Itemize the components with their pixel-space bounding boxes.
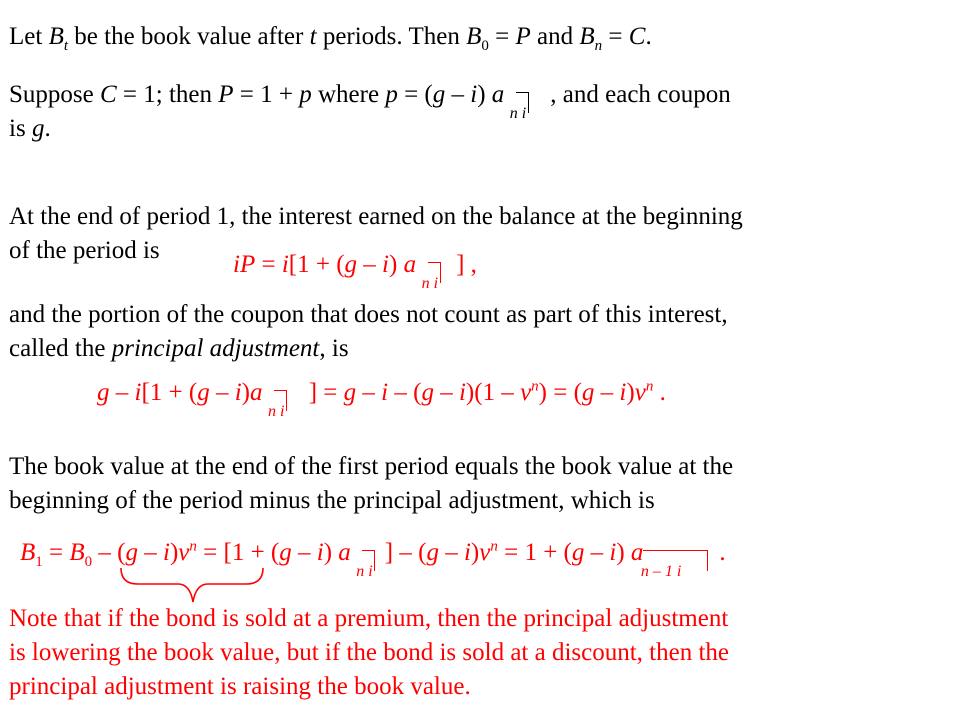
var-v: v bbox=[178, 539, 190, 566]
annuity-symbol bbox=[403, 250, 439, 292]
text: . bbox=[645, 23, 652, 50]
var-P: P bbox=[218, 81, 234, 108]
text: ) bbox=[241, 379, 250, 406]
text: [1 + ( bbox=[288, 251, 345, 278]
text: 1 + ( bbox=[524, 539, 572, 566]
annuity-symbol bbox=[491, 80, 527, 122]
var-g: g bbox=[426, 539, 439, 566]
annuity-subscript: n i bbox=[421, 275, 439, 292]
text: – bbox=[584, 539, 610, 566]
underbrace-icon bbox=[118, 566, 268, 608]
var-i: i bbox=[163, 539, 170, 566]
text: ) bbox=[470, 539, 480, 566]
var-C: C bbox=[628, 23, 646, 50]
var-a: a bbox=[338, 539, 351, 566]
text: ) bbox=[323, 539, 339, 566]
text: )(1 – bbox=[465, 379, 521, 406]
text: – bbox=[357, 251, 383, 278]
var-t: t bbox=[309, 23, 317, 50]
text: and bbox=[530, 23, 580, 50]
text: is bbox=[9, 115, 32, 142]
text: ) bbox=[616, 539, 631, 566]
text: – bbox=[438, 539, 464, 566]
var-g: g bbox=[571, 539, 585, 566]
text: = 1 + bbox=[233, 81, 300, 108]
var-i: i bbox=[382, 251, 389, 278]
sup-n: n bbox=[531, 378, 539, 395]
var-B: B bbox=[20, 539, 36, 566]
var-iP: iP bbox=[233, 251, 256, 278]
var-g: g bbox=[343, 379, 357, 406]
var-g: g bbox=[581, 379, 595, 406]
var-C: C bbox=[99, 81, 117, 108]
interest-line-1: At the end of period 1, the interest earned on the balance at the beginning bbox=[9, 203, 743, 230]
var-i: i bbox=[458, 379, 466, 406]
annuity-symbol bbox=[630, 538, 682, 580]
text: – bbox=[109, 379, 135, 406]
var-B: B bbox=[48, 23, 64, 50]
text: ) bbox=[169, 539, 179, 566]
var-a: a bbox=[630, 539, 644, 566]
portion-line-2 bbox=[9, 334, 349, 364]
text: . bbox=[653, 379, 666, 406]
text: periods. Then bbox=[316, 23, 467, 50]
var-a: a bbox=[403, 251, 417, 278]
interest-equation bbox=[233, 250, 477, 292]
text: . bbox=[44, 115, 51, 142]
text: called the bbox=[9, 335, 112, 362]
var-g: g bbox=[97, 379, 110, 406]
var-v: v bbox=[520, 379, 532, 406]
note-line-2: is lowering the book value, but if the bond is sold at a discount, then the bbox=[9, 639, 730, 666]
text: = bbox=[488, 23, 516, 50]
annuity-symbol bbox=[249, 378, 285, 420]
var-B0: B bbox=[466, 23, 482, 50]
text: Suppose bbox=[9, 81, 100, 108]
suppose-line bbox=[9, 80, 731, 122]
text: = bbox=[497, 539, 525, 566]
text: – bbox=[433, 379, 459, 406]
text: . bbox=[719, 539, 726, 566]
sub-1: 1 bbox=[35, 554, 43, 570]
var-p: p bbox=[385, 81, 398, 108]
suppose-line-2 bbox=[9, 114, 51, 144]
text: , and each coupon bbox=[550, 81, 731, 108]
var-i: i bbox=[134, 379, 142, 406]
sup-n: n bbox=[189, 538, 197, 555]
var-i: i bbox=[470, 81, 478, 108]
var-p: p bbox=[299, 81, 312, 108]
text: ) = ( bbox=[538, 379, 582, 406]
portion-line-1: and the portion of the coupon that does not count as part of this interest, bbox=[9, 301, 728, 328]
note-line-1: Note that if the bond is sold at a premium, then the principal adjustment bbox=[9, 605, 729, 632]
var-g: g bbox=[31, 115, 45, 142]
text: – ( bbox=[92, 539, 126, 566]
annuity-symbol bbox=[338, 538, 373, 580]
annuity-subscript: n i bbox=[356, 563, 373, 580]
text: where bbox=[311, 81, 386, 108]
var-i: i bbox=[619, 379, 627, 406]
var-v: v bbox=[479, 539, 491, 566]
principal-adjustment-equation bbox=[97, 378, 666, 420]
intro-line bbox=[9, 22, 652, 52]
text: = bbox=[255, 251, 282, 278]
book-value-line-2: beginning of the period minus the principal adjustment, which is bbox=[9, 487, 655, 514]
text: ) bbox=[388, 251, 404, 278]
sup-n: n bbox=[490, 538, 498, 555]
text: [1 + ( bbox=[141, 379, 198, 406]
var-i: i bbox=[234, 379, 242, 406]
text: = ( bbox=[397, 81, 433, 108]
var-g: g bbox=[421, 379, 434, 406]
var-B0: B bbox=[69, 539, 85, 566]
sub-t: t bbox=[63, 38, 69, 54]
sub-0: 0 bbox=[481, 38, 489, 54]
var-v: v bbox=[634, 379, 646, 406]
var-a: a bbox=[491, 81, 505, 108]
text: – bbox=[291, 539, 317, 566]
annuity-subscript: n – 1 i bbox=[640, 563, 682, 580]
text: , is bbox=[319, 335, 349, 362]
text: ] , bbox=[456, 251, 477, 278]
book-value-equation bbox=[20, 538, 726, 580]
var-i: i bbox=[381, 379, 389, 406]
var-i: i bbox=[316, 539, 324, 566]
text: ] = bbox=[302, 379, 344, 406]
var-g: g bbox=[432, 81, 446, 108]
sub-n: n bbox=[594, 38, 603, 54]
text: = bbox=[42, 539, 70, 566]
text: = bbox=[602, 23, 629, 50]
text: – ( bbox=[388, 379, 422, 406]
var-g: g bbox=[197, 379, 210, 406]
text: be the book value after bbox=[68, 23, 310, 50]
var-i: i bbox=[463, 539, 471, 566]
var-Bn: B bbox=[579, 23, 595, 50]
text: ) bbox=[626, 379, 635, 406]
annuity-subscript: n i bbox=[509, 105, 527, 122]
text: ) bbox=[477, 81, 492, 108]
sub-0: 0 bbox=[84, 554, 93, 570]
book-value-line-1: The book value at the end of the first period equals the book value at the bbox=[9, 453, 734, 480]
var-g: g bbox=[279, 539, 292, 566]
note-line-3: principal adjustment is raising the book value. bbox=[9, 673, 471, 700]
text: = 1; then bbox=[116, 81, 219, 108]
term-principal-adjustment: principal adjustment bbox=[111, 335, 320, 362]
text: – bbox=[445, 81, 471, 108]
annuity-subscript: n i bbox=[267, 403, 285, 420]
text: – bbox=[138, 539, 163, 566]
text: Let bbox=[9, 23, 49, 50]
var-P: P bbox=[515, 23, 531, 50]
text: ] – ( bbox=[384, 539, 427, 566]
sup-n: n bbox=[645, 378, 654, 395]
var-a: a bbox=[249, 379, 263, 406]
text: – bbox=[594, 379, 620, 406]
text: – bbox=[356, 379, 382, 406]
var-i: i bbox=[609, 539, 617, 566]
interest-line-2: of the period is bbox=[9, 237, 160, 264]
var-i: i bbox=[281, 251, 289, 278]
text: = [1 + ( bbox=[196, 539, 280, 566]
var-g: g bbox=[125, 539, 138, 566]
var-g: g bbox=[344, 251, 358, 278]
text: – bbox=[209, 379, 235, 406]
